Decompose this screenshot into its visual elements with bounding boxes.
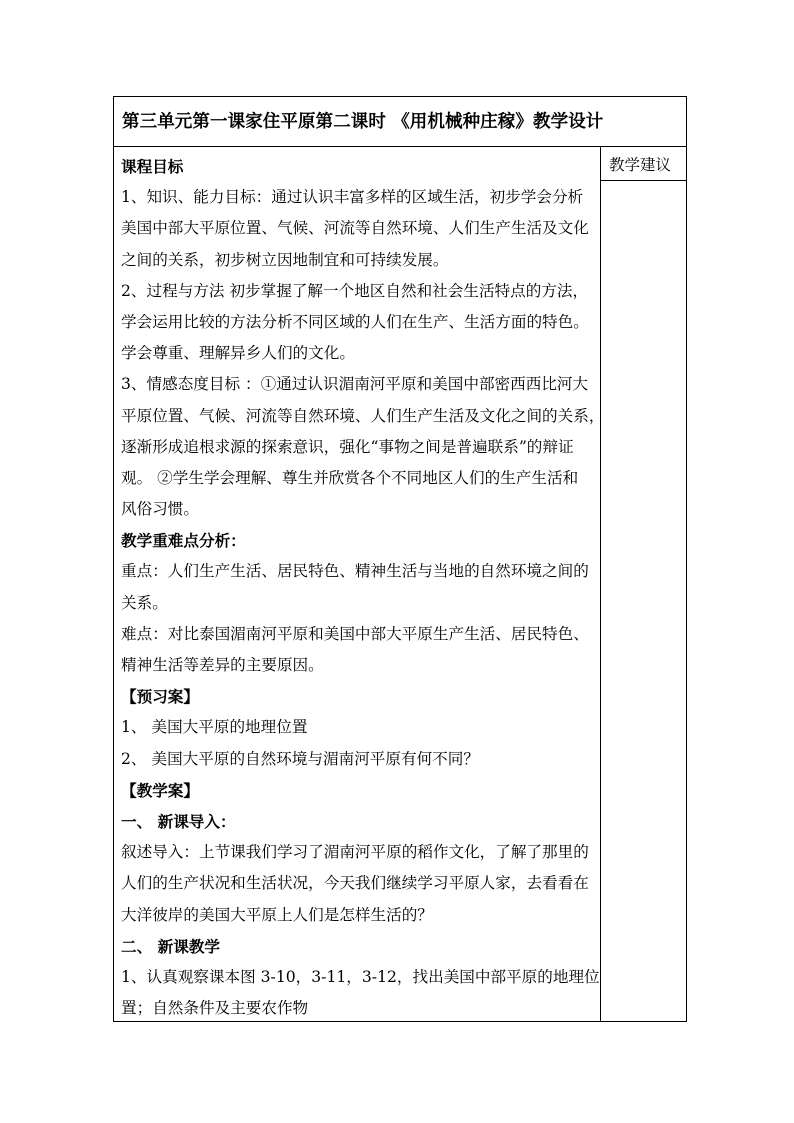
- text-line: 学会尊重、理解异乡人们的文化。: [121, 344, 355, 363]
- text-line: 学会运用比较的方法分析不同区域的人们在生产、生活方面的特色。: [121, 312, 589, 331]
- text-line: 3、情感态度目标 ：①通过认识湄南河平原和美国中部密西西比河大: [121, 375, 589, 394]
- text-line: 平原位置、气候、河流等自然环境、人们生产生活及文化之间的关系，: [121, 406, 605, 425]
- text-line: 大洋彼岸的美国大平原上人们是怎样生活的？: [121, 905, 433, 924]
- text-line: 难点：对比泰国湄南河平原和美国中部大平原生产生活、居民特色、: [121, 624, 589, 643]
- suggestion-header-cell: [601, 147, 686, 181]
- suggestion-column: [601, 147, 686, 1021]
- text-line: 之间的关系，初步树立因地制宜和可持续发展。: [121, 250, 449, 269]
- text-line: 2、过程与方法 初步掌握了解一个地区自然和社会生活特点的方法，: [121, 281, 589, 300]
- text-line: 美国中部大平原位置、气候、河流等自然环境、人们生产生活及文化: [121, 219, 589, 238]
- title-row: [114, 97, 686, 147]
- text-line: 1、知识、能力目标：通过认识丰富多样的区域生活，初步学会分析: [121, 188, 584, 207]
- text-line: 观。 ②学生学会理解、尊生并欣赏各个不同地区人们的生产生活和: [121, 468, 579, 487]
- text-line: 1、 美国大平原的地理位置: [121, 718, 308, 737]
- document-title: 第三单元第一课家住平原第二课时 《用机械种庄稼》教学设计: [122, 112, 604, 132]
- text-line: 教学重难点分析：: [121, 531, 246, 551]
- text-line: 1、认真观察课本图 3-10，3-11，3-12，找出美国中部平原的地理位: [121, 967, 600, 986]
- text-line: 重点：人们生产生活、居民特色、精神生活与当地的自然环境之间的: [121, 562, 589, 581]
- text-line: 逐渐形成追根求源的探索意识，强化“事物之间是普遍联系”的辩证: [121, 437, 574, 456]
- text-line: 2、 美国大平原的自然环境与湄南河平原有何不同？: [121, 749, 479, 768]
- text-line: 课程目标: [121, 157, 184, 176]
- text-line: 【预习案】: [121, 687, 199, 707]
- text-line: 二、 新课教学: [121, 936, 220, 956]
- text-line: 一、 新课导入：: [121, 811, 236, 831]
- text-line: 关系。: [121, 593, 168, 612]
- text-line: 风俗习惯。: [121, 500, 199, 519]
- content-body: [121, 151, 605, 1024]
- text-line: 【教学案】: [121, 780, 199, 800]
- text-line: 精神生活等差异的主要原因。: [121, 656, 324, 674]
- lesson-plan-table: [113, 96, 687, 1022]
- text-line: 置；自然条件及主要农作物: [121, 999, 309, 1018]
- text-line: 人们的生产状况和生活状况，今天我们继续学习平原人家，去看看在: [121, 874, 589, 893]
- suggestion-header: 教学建议: [609, 156, 672, 174]
- text-line: 叙述导入：上节课我们学习了湄南河平原的稻作文化，了解了那里的: [121, 843, 589, 862]
- main-content-cell: [114, 147, 605, 1021]
